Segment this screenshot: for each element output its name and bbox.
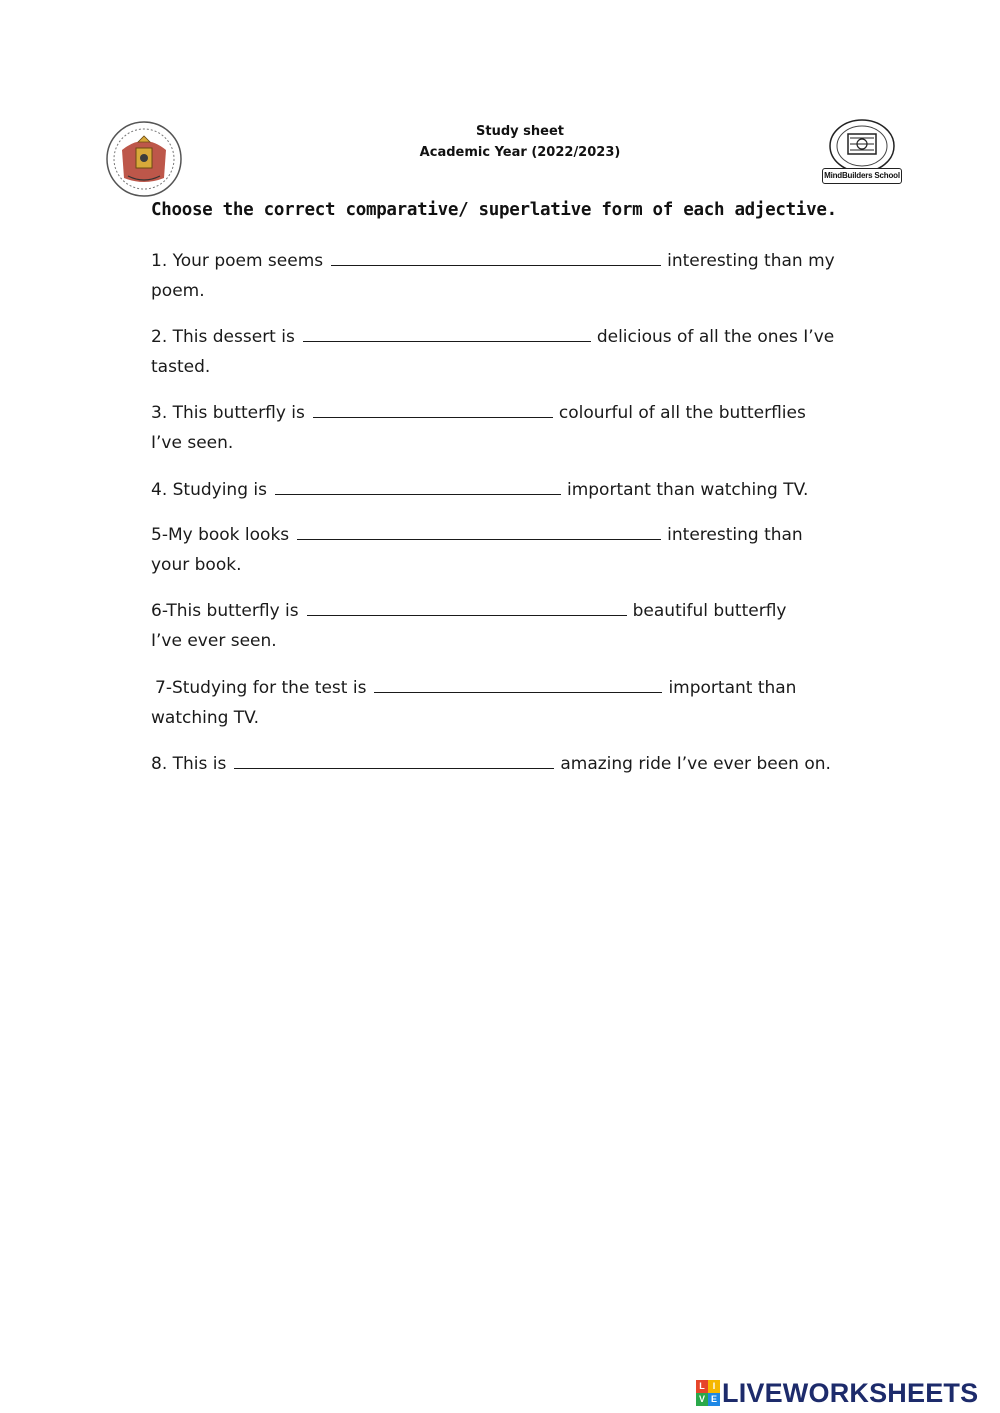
question-5 xyxy=(151,519,851,580)
question-text: I’ve seen. xyxy=(151,433,234,453)
question-text: watching TV. xyxy=(151,708,260,728)
mark-letter: E xyxy=(708,1393,720,1406)
question-text: tasted. xyxy=(151,357,211,377)
question-text: amazing ride I’ve ever been on. xyxy=(560,754,831,774)
answer-blank-5[interactable] xyxy=(297,519,661,540)
answer-blank-7[interactable] xyxy=(374,672,662,693)
mark-letter: V xyxy=(696,1393,708,1406)
question-3 xyxy=(151,397,851,458)
brand-name: LIVEWORKSHEETS xyxy=(722,1377,979,1408)
question-text: interesting than xyxy=(667,525,803,545)
mark-letter: L xyxy=(696,1380,708,1393)
question-4 xyxy=(151,474,851,505)
question-text: beautiful butterfly xyxy=(632,601,787,621)
answer-blank-8[interactable] xyxy=(234,748,554,769)
question-text: 1. Your poem seems xyxy=(151,251,324,271)
question-text: 8. This is xyxy=(151,754,227,774)
question-text: 5-My book looks xyxy=(151,525,290,545)
question-text: 2. This dessert is xyxy=(151,327,295,347)
question-text: important than watching TV. xyxy=(566,480,809,500)
question-text: important than xyxy=(668,678,797,698)
sheet-title: Study sheet xyxy=(476,124,564,139)
question-2 xyxy=(151,321,851,382)
question-7 xyxy=(151,672,855,733)
school-logo-caption: MindBuilders School xyxy=(822,168,902,184)
question-6 xyxy=(151,595,851,656)
answer-blank-3[interactable] xyxy=(313,397,553,418)
question-text: 3. This butterfly is xyxy=(151,403,305,423)
question-text: I’ve ever seen. xyxy=(151,631,277,651)
question-text: poem. xyxy=(151,281,205,301)
academic-year: Academic Year (2022/2023) xyxy=(419,145,621,160)
question-text: 6-This butterfly is xyxy=(151,601,299,621)
school-logo xyxy=(820,118,904,184)
question-text: your book. xyxy=(151,555,242,575)
question-text: interesting than my xyxy=(667,251,835,271)
liveworksheets-mark-icon xyxy=(696,1380,720,1406)
answer-blank-1[interactable] xyxy=(331,245,661,266)
question-8 xyxy=(151,748,851,779)
answer-blank-2[interactable] xyxy=(303,321,591,342)
question-1 xyxy=(151,245,851,306)
answer-blank-4[interactable] xyxy=(275,474,561,495)
question-text: colourful of all the butterflies xyxy=(558,403,806,423)
mark-letter: I xyxy=(708,1380,720,1393)
instruction-text: Choose the correct comparative/ superlative form of each adjective. xyxy=(151,200,837,220)
coat-of-arms-logo xyxy=(104,120,184,198)
answer-blank-6[interactable] xyxy=(307,595,627,616)
question-text: delicious of all the ones I’ve xyxy=(596,327,835,347)
question-text: 4. Studying is xyxy=(151,480,267,500)
question-text: 7-Studying for the test is xyxy=(155,678,367,698)
liveworksheets-brand[interactable] xyxy=(696,1376,978,1410)
